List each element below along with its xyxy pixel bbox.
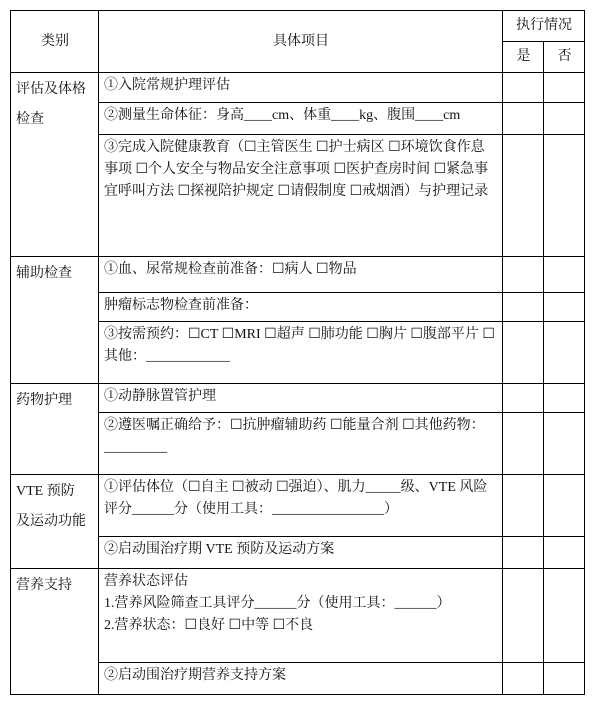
item-cell: [99, 413, 503, 475]
item-cell: [99, 537, 503, 569]
category-cell: [11, 475, 99, 569]
check-cell-yes[interactable]: [503, 413, 544, 475]
header-category: 类别: [11, 11, 99, 73]
item-text: ①血、尿常规检查前准备：☐病人 ☐物品: [104, 262, 357, 277]
check-cell-yes[interactable]: [503, 322, 544, 384]
check-cell-yes[interactable]: [503, 293, 544, 322]
check-cell-yes[interactable]: [503, 73, 544, 103]
category-cell: [11, 384, 99, 475]
check-cell-yes[interactable]: [503, 537, 544, 569]
header-yes: 是: [503, 42, 544, 73]
check-cell-no[interactable]: [544, 73, 585, 103]
item-text: 2.营养状态：☐良好 ☐中等 ☐不良: [104, 618, 314, 633]
item-cell: [99, 663, 503, 695]
item-text: ②遵医嘱正确给予：☐抗肿瘤辅助药 ☐能量合剂 ☐其他药物：_________: [104, 418, 485, 455]
item-text: 1.营养风险筛查工具评分______分（使用工具：______）: [104, 596, 451, 611]
item-cell: [99, 293, 503, 322]
check-cell-yes[interactable]: [503, 663, 544, 695]
category-cell: [11, 73, 99, 257]
item-text: ②测量生命体征：身高____cm、体重____kg、腹围____cm: [104, 108, 461, 123]
category-label: 药物护理: [16, 393, 72, 408]
check-cell-no[interactable]: [544, 322, 585, 384]
check-cell-no[interactable]: [544, 413, 585, 475]
check-cell-no[interactable]: [544, 384, 585, 413]
item-cell: [99, 384, 503, 413]
check-cell-no[interactable]: [544, 663, 585, 695]
item-text: ②启动围治疗期营养支持方案: [104, 668, 286, 683]
item-cell: [99, 322, 503, 384]
check-cell-no[interactable]: [544, 475, 585, 537]
category-label: 评估及体格检查: [16, 82, 86, 127]
check-cell-yes[interactable]: [503, 475, 544, 537]
check-cell-no[interactable]: [544, 103, 585, 135]
item-cell: [99, 569, 503, 663]
category-label: 营养支持: [16, 578, 72, 593]
item-cell: [99, 73, 503, 103]
category-label: VTE 预防及运动功能: [16, 484, 86, 529]
header-item: 具体项目: [99, 11, 503, 73]
header-status: 执行情况: [503, 11, 585, 42]
check-cell-yes[interactable]: [503, 257, 544, 293]
header-no: 否: [544, 42, 585, 73]
clinical-pathway-table: [10, 10, 585, 695]
check-cell-no[interactable]: [544, 537, 585, 569]
check-cell-no[interactable]: [544, 257, 585, 293]
check-cell-yes[interactable]: [503, 569, 544, 663]
check-cell-no[interactable]: [544, 293, 585, 322]
check-cell-yes[interactable]: [503, 384, 544, 413]
item-text: ②启动围治疗期 VTE 预防及运动方案: [104, 542, 335, 557]
item-cell: [99, 475, 503, 537]
item-text: 营养状态评估: [104, 574, 188, 589]
category-cell: [11, 569, 99, 695]
item-text: ①评估体位（☐自主 ☐被动 ☐强迫）、肌力_____级、VTE 风险评分______分（使用工具：________________）: [104, 480, 488, 517]
item-text: ①动静脉置管护理: [104, 389, 216, 404]
check-cell-no[interactable]: [544, 569, 585, 663]
category-label: 辅助检查: [16, 266, 72, 281]
item-cell: [99, 103, 503, 135]
item-cell: [99, 257, 503, 293]
item-text: ③按需预约：☐CT ☐MRI ☐超声 ☐肺功能 ☐胸片 ☐腹部平片 ☐其他：____________: [104, 327, 495, 364]
check-cell-yes[interactable]: [503, 135, 544, 257]
item-cell: [99, 135, 503, 257]
check-cell-yes[interactable]: [503, 103, 544, 135]
item-text: ③完成入院健康教育（☐主管医生 ☐护士病区 ☐环境饮食作息事项 ☐个人安全与物品安全注意事项 ☐医护查房时间 ☐紧急事宜呼叫方法 ☐探视陪护规定 ☐请假制度 ☐戒烟酒）与护理记录: [104, 140, 489, 199]
item-text: 肿瘤标志物检查前准备：: [104, 298, 258, 313]
check-cell-no[interactable]: [544, 135, 585, 257]
category-cell: [11, 257, 99, 384]
item-text: ①入院常规护理评估: [104, 78, 230, 93]
